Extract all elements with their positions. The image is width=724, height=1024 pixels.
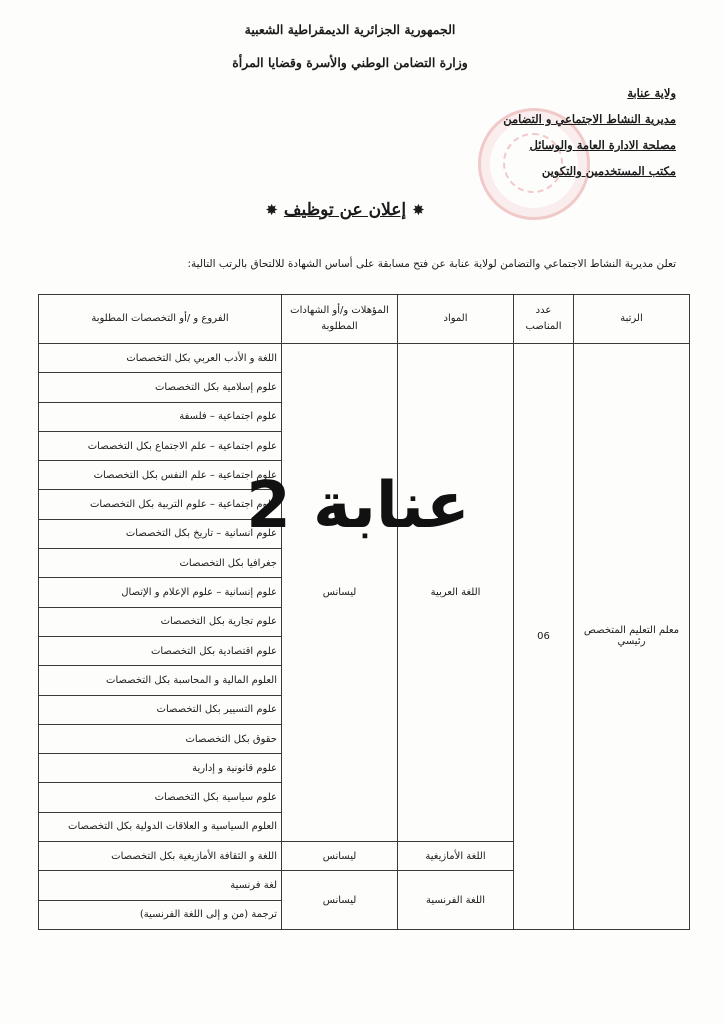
header-specialties: الفروع و /أو التخصصات المطلوبة	[39, 295, 282, 344]
specialty-cell: العلوم السياسية و العلاقات الدولية بكل التخصصات	[39, 812, 282, 841]
specialty-cell: علوم تجارية بكل التخصصات	[39, 607, 282, 636]
specialty-cell: اللغة و الأدب العربي بكل التخصصات	[39, 344, 282, 373]
header-posts: عدد المناصب	[514, 295, 574, 344]
specialty-cell: جغرافيا بكل التخصصات	[39, 549, 282, 578]
table-header-row	[39, 295, 690, 344]
ornament-icon: ✸	[265, 201, 278, 219]
specialty-cell: حقوق بكل التخصصات	[39, 724, 282, 753]
header-rank: الرتبة	[574, 295, 690, 344]
specialty-cell: علوم اقتصادية بكل التخصصات	[39, 636, 282, 665]
header-qualifications: المؤهلات و/أو الشهادات المطلوبة	[282, 295, 398, 344]
specialty-cell: ترجمة (من و إلى اللغة الفرنسية)	[39, 900, 282, 929]
subject-cell: اللغة الفرنسية	[398, 871, 514, 930]
specialty-cell: العلوم المالية و المحاسبة بكل التخصصات	[39, 666, 282, 695]
announcement-title	[240, 200, 450, 220]
intro-paragraph: تعلن مديرية النشاط الاجتماعي والتضامن لولاية عنابة عن فتح مسابقة على أساس الشهادة للالتحاق بالرتب التالية:	[187, 258, 676, 270]
specialty-cell: علوم سياسية بكل التخصصات	[39, 783, 282, 812]
specialty-cell: اللغة و الثقافة الأمازيغية بكل التخصصات	[39, 842, 282, 871]
directorate-line: مديرية النشاط الاجتماعي و التضامن	[503, 112, 676, 126]
specialty-cell: علوم إنسانية – علوم الإعلام و الإتصال	[39, 578, 282, 607]
wilaya-line: ولاية عنابة	[627, 86, 676, 100]
positions-table	[38, 294, 690, 930]
ministry-heading: وزارة التضامن الوطني والأسرة وقضايا المرأة	[232, 55, 468, 70]
qualification-cell: ليسانس	[282, 344, 398, 842]
subject-cell: اللغة الأمازيغية	[398, 842, 514, 871]
qualification-cell: ليسانس	[282, 842, 398, 871]
title-text: إعلان عن توظيف	[283, 200, 407, 220]
specialty-cell: علوم إسلامية بكل التخصصات	[39, 373, 282, 402]
specialty-cell: علوم اجتماعية – علم الاجتماع بكل التخصصات	[39, 431, 282, 460]
specialty-cell: علوم اجتماعية – فلسفة	[39, 402, 282, 431]
republic-heading: الجمهورية الجزائرية الديمقراطية الشعبية	[244, 22, 456, 37]
qualification-cell: ليسانس	[282, 871, 398, 930]
specialty-cell: علوم اجتماعية – علوم التربية بكل التخصصات	[39, 490, 282, 519]
header-subject: المواد	[398, 295, 514, 344]
table-row	[39, 344, 690, 373]
specialty-cell: علوم التسيير بكل التخصصات	[39, 695, 282, 724]
office-line: مكتب المستخدمين والتكوين	[541, 164, 676, 178]
specialty-cell: علوم اجتماعية – علم النفس بكل التخصصات	[39, 461, 282, 490]
service-line: مصلحة الادارة العامة والوسائل	[529, 138, 676, 152]
specialty-cell: علوم قانونية و إدارية	[39, 754, 282, 783]
posts-cell: 06	[514, 344, 574, 930]
watermark-overlay: عنابة 2	[246, 469, 470, 543]
specialty-cell: علوم انسانية – تاريخ بكل التخصصات	[39, 519, 282, 548]
rank-cell: معلم التعليم المتخصص رئيسي	[574, 344, 690, 930]
ornament-icon: ✸	[412, 201, 425, 219]
subject-cell: اللغة العربية	[398, 344, 514, 842]
specialty-cell: لغة فرنسية	[39, 871, 282, 900]
